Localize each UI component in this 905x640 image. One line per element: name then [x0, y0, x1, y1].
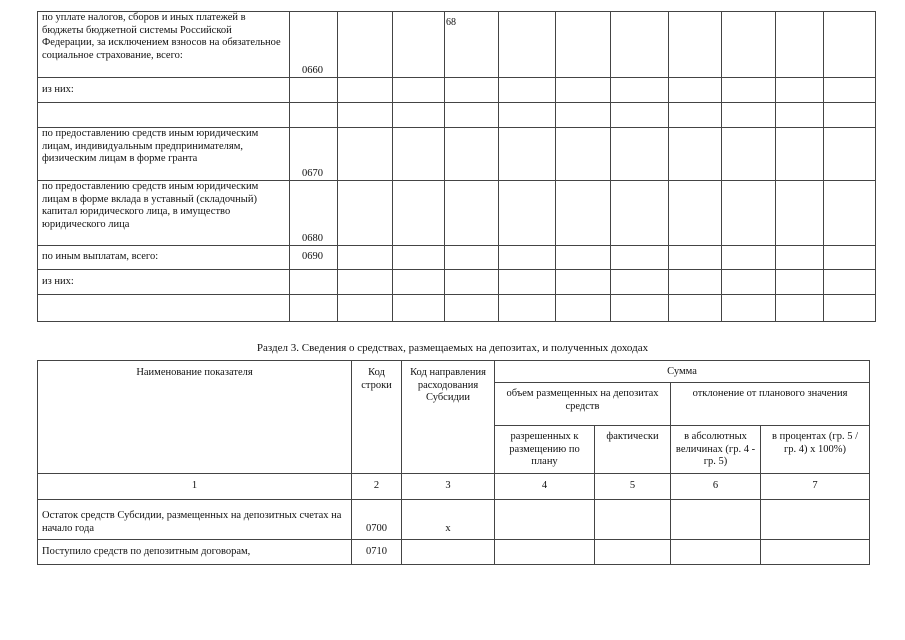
header-allowed: разрешенных к размещению по плану [495, 426, 595, 474]
column-number: 3 [402, 474, 495, 500]
section-title: Раздел 3. Сведения о средствах, размещаемых на депозитах, и полученных доходах [256, 342, 649, 354]
row-label: Остаток средств Субсидии, размещенных на депозитных счетах на начало года [38, 500, 352, 540]
column-number: 4 [495, 474, 595, 500]
header-deviation: отклонение от планового значения [671, 383, 870, 426]
header-row [38, 361, 870, 383]
row-code: 0660 [290, 12, 338, 78]
header-code: Код строки [352, 361, 402, 474]
row-code [290, 295, 338, 322]
row-label: по предоставлению средств иным юридическим лицам, индивидуальным предпринимателям, физическим лицам в форме гранта [38, 128, 290, 181]
row-label [38, 103, 290, 128]
table-row [38, 246, 876, 270]
row-label: по уплате налогов, сборов и иных платежей в бюджеты бюджетной системы Российской Федерации, за исключением взносов на обязательное социальное страхование, всего: [38, 12, 290, 78]
row-code [290, 270, 338, 295]
table-row [38, 128, 876, 181]
header-percent: в процентах (гр. 5 / гр. 4) x 100%) [761, 426, 870, 474]
column-number: 2 [352, 474, 402, 500]
table-row [38, 12, 876, 78]
row-label: из них: [38, 270, 290, 295]
row-code: 0700 [352, 500, 402, 540]
table-row [38, 295, 876, 322]
column-number: 6 [671, 474, 761, 500]
header-abs: в абсолютных величинах (гр. 4 - гр. 5) [671, 426, 761, 474]
row-code: 0680 [290, 181, 338, 246]
row-direction: x [402, 500, 495, 540]
table-row [38, 181, 876, 246]
column-number: 7 [761, 474, 870, 500]
row-code [290, 103, 338, 128]
row-label: из них: [38, 78, 290, 103]
row-label: Поступило средств по депозитным договорам, [38, 540, 352, 565]
row-label: по иным выплатам, всего: [38, 246, 290, 270]
row-label: по предоставлению средств иным юридическим лицам в форме вклада в уставный (складочный) капитал юридического лица, в имущество юридического лица [38, 181, 290, 246]
header-direction: Код направления расходования Субсидии [402, 361, 495, 474]
column-number: 1 [38, 474, 352, 500]
deposit-table [37, 360, 870, 565]
table-row [38, 103, 876, 128]
column-number-row [38, 474, 870, 500]
row-code: 0690 [290, 246, 338, 270]
header-sum: Сумма [495, 361, 870, 383]
header-deposited: объем размещенных на депозитах средств [495, 383, 671, 426]
header-actual: фактически [595, 426, 671, 474]
row-code [290, 78, 338, 103]
table-row [38, 540, 870, 565]
expenses-table [37, 11, 876, 322]
column-number: 5 [595, 474, 671, 500]
header-name: Наименование показателя [38, 361, 352, 474]
table-row [38, 78, 876, 103]
page-number: 68 [446, 17, 456, 28]
row-code: 0710 [352, 540, 402, 565]
row-label [38, 295, 290, 322]
table-row [38, 270, 876, 295]
row-code: 0670 [290, 128, 338, 181]
row-direction [402, 540, 495, 565]
table-row [38, 500, 870, 540]
